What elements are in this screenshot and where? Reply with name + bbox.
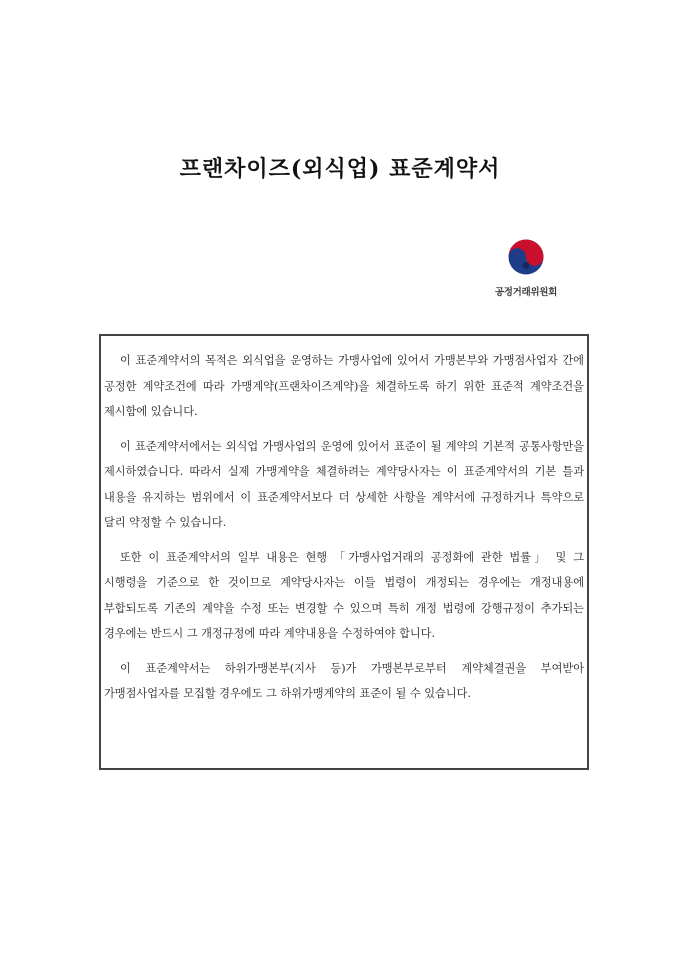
- document-title: 프랜차이즈(외식업) 표준계약서: [179, 156, 501, 182]
- notice-paragraph-1: 이 표준계약서의 목적은 외식업을 운영하는 가맹사업에 있어서 가맹본부와 가맹점사업자 간에 공정한 계약조건에 따라 가맹계약(프랜차이즈계약)을 체결하도록 하기 위한 표준적 계약조건을 제시함에 있습니다.: [104, 354, 584, 418]
- organization-name: 공정거래위원회: [494, 287, 558, 298]
- taegeuk-emblem-icon: [507, 238, 545, 276]
- ftc-logo: [484, 238, 568, 304]
- notice-paragraph-4: 이 표준계약서는 하위가맹본부(지사 등)가 가맹본부로부터 계약체결권을 부여받아 가맹점사업자를 모집할 경우에도 그 하위가맹계약의 표준이 될 수 있습니다.: [104, 661, 584, 700]
- notice-paragraph-2: 이 표준계약서에서는 외식업 가맹사업의 운영에 있어서 표준이 될 계약의 기본적 공통사항만을 제시하였습니다. 따라서 실제 가맹계약을 체결하려는 계약당사자는 이 표준계약서의 기본 틀과 내용을 유지하는 범위에서 이 표준계약서보다 더 상세한 사항을 계약서에 규정하거나 특약으로 달리 약정할 수 있습니다.: [104, 439, 584, 529]
- notice-box: [99, 334, 589, 770]
- notice-paragraph-3: 또한 이 표준계약서의 일부 내용은 현행 「가맹사업거래의 공정화에 관한 법률」 및 그 시행령을 기준으로 한 것이므로 계약당사자는 이들 법령이 개정되는 경우에는 개정내용에 부합되도록 기존의 계약을 수정 또는 변경할 수 있으며 특히 개정 법령에 강행규정이 추가되는 경우에는 반드시 그 개정규정에 따라 계약내용을 수정하여야 합니다.: [104, 550, 584, 640]
